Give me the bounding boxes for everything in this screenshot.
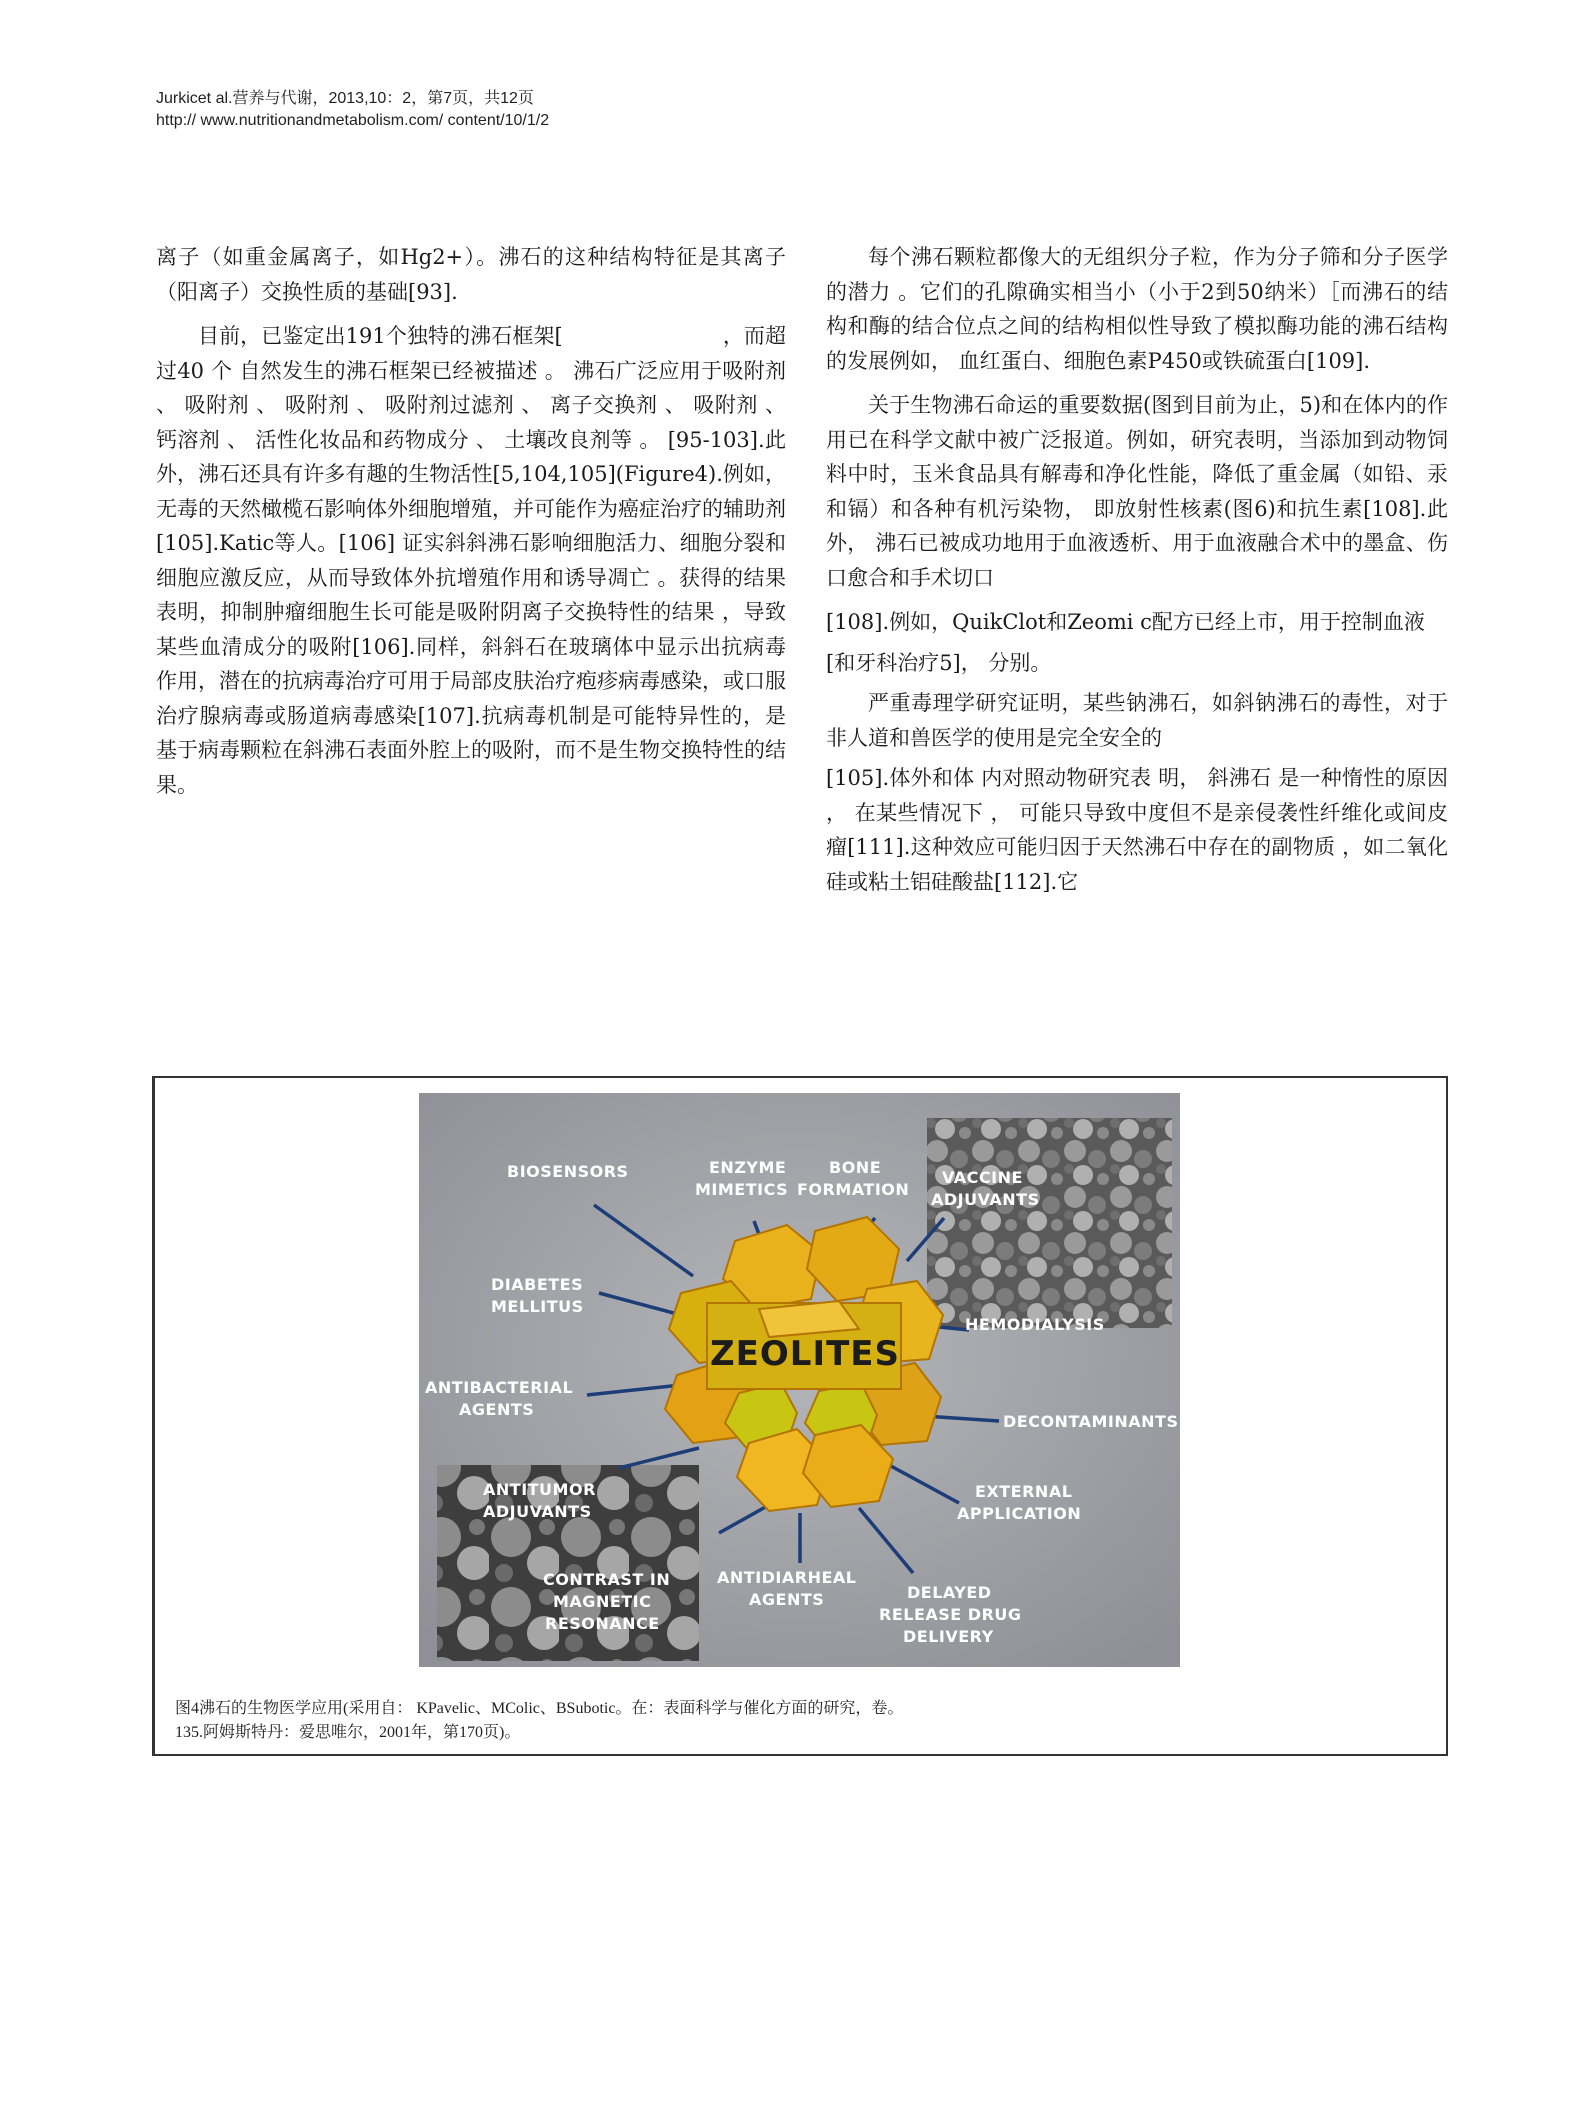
label-external-2: APPLICATION <box>957 1504 1082 1523</box>
citation-line: Jurkicet al.营养与代谢，2013,10：2，第7页，共12页 <box>156 90 534 107</box>
caption-line-2: 135.阿姆斯特丹：爱思唯尔，2001年，第170页)。 <box>175 1724 521 1741</box>
label-biosensors: BIOSENSORS <box>507 1162 629 1181</box>
label-contrast-3: RESONANCE <box>545 1614 660 1633</box>
left-paragraph-1: 离子（如重金属离子，如Hg2+）。沸石的这种结构特征是其离子（阳离子）交换性质的基础[93]. <box>156 245 786 304</box>
zeolite-diagram <box>419 1093 1180 1667</box>
url-line: http:// www.nutritionandmetabolism.com/ content/10/1/2 <box>156 112 550 129</box>
micrograph-top-right <box>927 1118 1172 1328</box>
right-paragraph-1: 每个沸石颗粒都像大的无组织分子粒，作为分子筛和分子医学的潜力 。它们的孔隙确实相当小（小于2到50纳米）［而沸石的结构和酶的结合位点之间的结构相似性导致了模拟酶功能的沸石结构的发展例如， 血红蛋白、细胞色素P450或铁硫蛋白[109]. <box>826 245 1448 373</box>
label-bone-1: BONE <box>829 1158 882 1177</box>
label-antibacterial-1: ANTIBACTERIAL <box>425 1378 574 1397</box>
figure-4 <box>152 1076 1448 1756</box>
label-delayed-1: DELAYED <box>907 1583 992 1602</box>
figure-caption <box>175 1697 1415 1745</box>
right-column <box>826 240 1448 909</box>
label-decontaminants: DECONTAMINANTS <box>1003 1412 1179 1431</box>
label-hemodialysis: HEMODIALYSIS <box>965 1315 1105 1334</box>
label-vaccine-1: VACCINE <box>942 1168 1023 1187</box>
label-antibacterial-2: AGENTS <box>459 1400 535 1419</box>
label-diabetes-1: DIABETES <box>491 1275 584 1294</box>
page-header <box>156 88 549 132</box>
right-paragraph-4: [和牙科治疗5]， 分别。 <box>826 650 1052 675</box>
label-antidiarheal-2: AGENTS <box>749 1590 825 1609</box>
label-enzyme-1: ENZYME <box>709 1158 787 1177</box>
label-contrast-1: CONTRAST IN <box>543 1570 671 1589</box>
label-vaccine-2: ADJUVANTS <box>931 1190 1040 1209</box>
label-antitumor-1: ANTITUMOR <box>483 1480 596 1499</box>
label-antidiarheal-1: ANTIDIARHEAL <box>717 1568 857 1587</box>
left-column <box>156 240 786 812</box>
label-diabetes-2: MELLITUS <box>491 1297 584 1316</box>
label-delayed-3: DELIVERY <box>903 1627 994 1646</box>
label-bone-2: FORMATION <box>797 1180 910 1199</box>
label-contrast-2: MAGNETIC <box>553 1592 652 1611</box>
zeolite-applications-image <box>419 1093 1180 1667</box>
right-paragraph-2: 关于生物沸石命运的重要数据(图到目前为止，5)和在体内的作用已在科学文献中被广泛报道。例如，研究表明，当添加到动物饲料中时，玉米食品具有解毒和净化性能，降低了重金属（如铅、汞和镉）和各种有机污染物， 即放射性核素(图6)和抗生素[108].此外， 沸石已被成功地用于血液透析、用于血液融合术中的墨盒、伤口愈合和手术切口 <box>826 393 1448 590</box>
right-paragraph-5: 严重毒理学研究证明，某些钠沸石，如斜钠沸石的毒性，对于非人道和兽医学的使用是完全安全的 <box>826 691 1448 750</box>
zeolites-title: ZEOLITES <box>710 1334 901 1374</box>
right-paragraph-3: [108].例如，QuikClot和Zeomi c配方已经上市，用于控制血液 <box>826 610 1425 634</box>
right-paragraph-6: [105].体外和体 内对照动物研究表 明， 斜沸石 是一种惰性的原因 ， 在某些情况下 ， 可能只导致中度但不是亲侵袭性纤维化或间皮瘤[111].这种效应可能归因于天然沸石中存在的副物质 ，如二氧化硅或粘土铝硅酸盐[112].它 <box>826 766 1448 894</box>
label-external-1: EXTERNAL <box>975 1482 1073 1501</box>
label-enzyme-2: MIMETICS <box>695 1180 789 1199</box>
caption-line-1: 图4沸石的生物医学应用(采用自： KPavelic、MColic、BSubotic。在：表面科学与催化方面的研究，卷。 <box>175 1700 904 1717</box>
label-delayed-2: RELEASE DRUG <box>879 1605 1022 1624</box>
left-paragraph-2: 目前，已鉴定出191个独特的沸石框架[ ，而超过40 个 自然发生的沸石框架已经被描述 。 沸石广泛应用于吸附剂 、 吸附剂 、 吸附剂 、 吸附剂过滤剂 、 离子交换剂 、 吸附剂 、 钙溶剂 、 活性化妆品和药物成分 、 土壤改良剂等 。 [95-103].此外，沸石还具有许多有趣的生物活性[5,104,105](Figure4).例如， 无毒的天然橄榄石影响体外细胞增殖，并可能作为癌症治疗的辅助剂[105].Katic等人。[106] 证实斜斜沸石影响细胞活力、细胞分裂和细胞应激反应，从而导致体外抗增殖作用和诱导凋亡 。获得的结果表明，抑制肿瘤细胞生长可能是吸附阴离子交换特性的结果 ，导致某些血清成分的吸附[106].同样，斜斜石在玻璃体中显示出抗病毒作用，潜在的抗病毒治疗可用于局部皮肤治疗疱疹病毒感染，或口服治疗腺病毒或肠道病毒感染[107].抗病毒机制是可能特异性的，是基于病毒颗粒在斜沸石表面外腔上的吸附，而不是生物交换特性的结果。 <box>156 324 787 797</box>
label-antitumor-2: ADJUVANTS <box>483 1502 592 1521</box>
